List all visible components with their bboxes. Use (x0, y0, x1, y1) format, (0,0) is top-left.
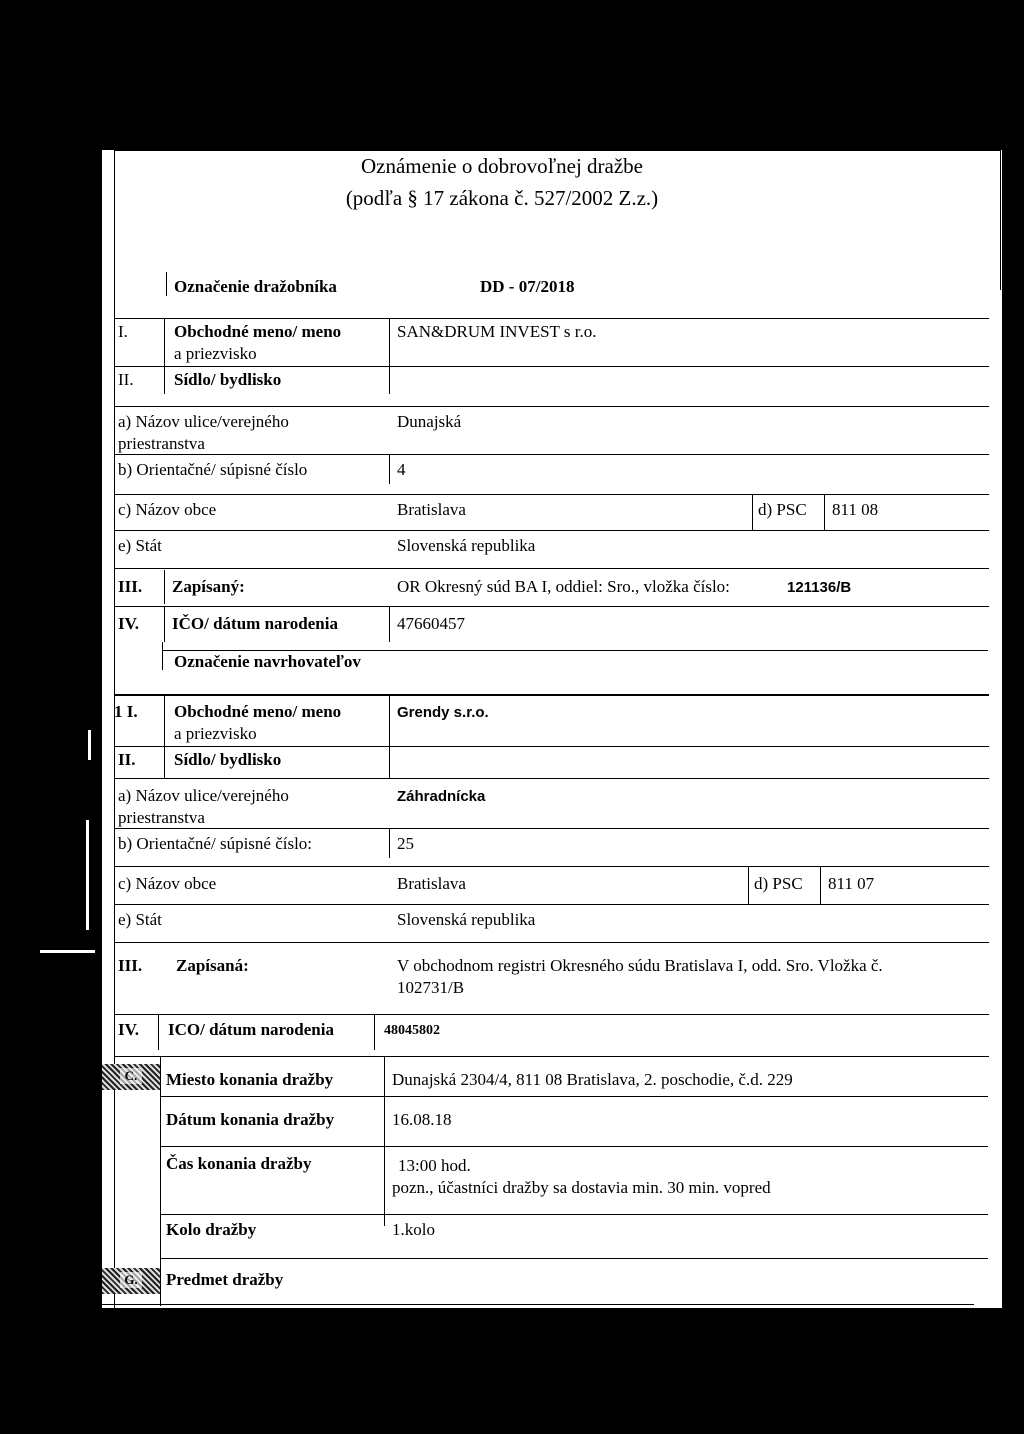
proposer-registered-number: 102731/B (397, 978, 465, 997)
proposer-state: Slovenská republika (397, 910, 536, 929)
auction-date: 16.08.18 (392, 1110, 452, 1129)
document-subtitle: (podľa § 17 zákona č. 527/2002 Z.z.) (345, 186, 659, 210)
auctioneer-ico: 47660457 (397, 614, 465, 633)
place-label: Miesto konania dražby (166, 1070, 334, 1089)
row-number: II. (118, 370, 134, 389)
number-label: b) Orientačné/ súpisné číslo (118, 460, 308, 479)
scan-artifact (86, 820, 89, 930)
auctioneer-registered: OR Okresný súd BA I, oddiel: Sro., vložka číslo: (397, 577, 730, 596)
proposer-ico: 48045802 (384, 1023, 440, 1038)
scan-artifact (40, 950, 95, 953)
registered-label: Zapísaná: (176, 956, 249, 975)
row-number: I. (118, 322, 128, 341)
state-label: e) Stát (118, 536, 162, 555)
street-label: a) Názov ulice/verejného (118, 786, 289, 805)
top-border (114, 150, 1001, 151)
name-label-2: a priezvisko (174, 724, 257, 743)
number-label: b) Orientačné/ súpisné číslo: (118, 834, 313, 853)
auctioneer-label: Označenie dražobníka (174, 277, 337, 296)
name-label: Obchodné meno/ meno (174, 702, 342, 721)
document-sheet (102, 150, 1002, 1308)
psc-label: d) PSC (758, 500, 807, 519)
proposer-section-label: Označenie navrhovateľov (174, 652, 361, 671)
scan-artifact (88, 730, 91, 760)
date-label: Dátum konania dražby (166, 1110, 335, 1129)
section-seal-g: G. (102, 1268, 160, 1294)
document-title: Oznámenie o dobrovoľnej dražbe (360, 154, 643, 178)
registered-label: Zapísaný: (172, 577, 245, 596)
section-seal-c: C. (102, 1064, 160, 1090)
auction-time-note: pozn., účastníci dražby sa dostavia min. 30 min. vopred (392, 1178, 771, 1197)
name-label-2: a priezvisko (174, 344, 257, 363)
auctioneer-street: Dunajská (397, 412, 462, 431)
row-number: III. (118, 577, 143, 596)
row-number: 1 I. (114, 702, 138, 721)
street-label: a) Názov ulice/verejného (118, 412, 289, 431)
time-label: Čas konania dražby (166, 1154, 312, 1173)
proposer-town: Bratislava (397, 874, 466, 893)
proposer-name: Grendy s.r.o. (397, 704, 489, 721)
proposer-registered: V obchodnom registri Okresného súdu Bratislava I, odd. Sro. Vložka č. (397, 956, 883, 975)
auctioneer-code: DD - 07/2018 (480, 277, 575, 296)
row-number: IV. (118, 1020, 139, 1039)
town-label: c) Názov obce (118, 500, 217, 519)
left-border (114, 150, 115, 1308)
proposer-street: Záhradnícka (397, 788, 486, 805)
row-number: III. (118, 956, 143, 975)
street-label-2: priestranstva (118, 808, 205, 827)
proposer-number: 25 (397, 834, 414, 853)
street-label-2: priestranstva (118, 434, 205, 453)
auctioneer-registered-number: 121136/B (787, 579, 852, 596)
proposer-psc: 811 07 (828, 874, 875, 893)
seat-label: Sídlo/ bydlisko (174, 370, 282, 389)
auction-round: 1.kolo (392, 1220, 435, 1239)
seat-label: Sídlo/ bydlisko (174, 750, 282, 769)
auctioneer-state: Slovenská republika (397, 536, 536, 555)
auctioneer-number: 4 (397, 460, 406, 479)
auction-place: Dunajská 2304/4, 811 08 Bratislava, 2. poschodie, č.d. 229 (392, 1070, 793, 1089)
auctioneer-name: SAN&DRUM INVEST s r.o. (397, 322, 597, 341)
auction-time: 13:00 hod. (398, 1156, 471, 1175)
town-label: c) Názov obce (118, 874, 217, 893)
name-label: Obchodné meno/ meno (174, 322, 342, 341)
row-number: IV. (118, 614, 139, 633)
auctioneer-town: Bratislava (397, 500, 466, 519)
row-number: II. (118, 750, 136, 769)
ico-label: ICO/ dátum narodenia (168, 1020, 334, 1039)
auctioneer-psc: 811 08 (832, 500, 879, 519)
ico-label: IČO/ dátum narodenia (172, 614, 338, 633)
round-label: Kolo dražby (166, 1220, 257, 1239)
psc-label: d) PSC (754, 874, 803, 893)
state-label: e) Stát (118, 910, 162, 929)
subject-label: Predmet dražby (166, 1270, 284, 1289)
right-border (1000, 150, 1001, 290)
